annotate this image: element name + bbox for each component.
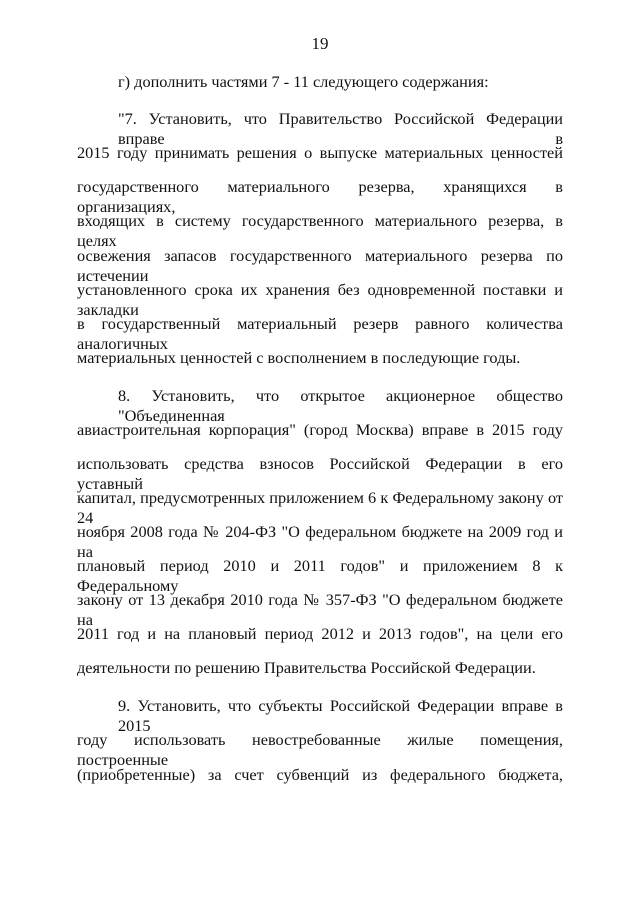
paragraph-8-line: капитал, предусмотренных приложением 6 к Федеральному закону от 24: [77, 488, 563, 527]
paragraph-9-line: (приобретенные) за счет субвенций из федерального бюджета,: [77, 765, 563, 784]
paragraph-7-line: государственного материального резерва, хранящихся в организациях,: [77, 177, 563, 216]
paragraph-g-line: г) дополнить частями 7 - 11 следующего содержания:: [118, 72, 489, 91]
paragraph-8-line: 8. Установить, что открытое акционерное общество "Объединенная: [118, 386, 563, 425]
page-number: 19: [311, 34, 329, 53]
paragraph-8-line: 2011 год и на плановый период 2012 и 2013 годов", на цели его: [77, 624, 563, 643]
paragraph-7-line: входящих в систему государственного материального резерва, в целях: [77, 211, 563, 250]
paragraph-8-line: авиастроительная корпорация" (город Москва) вправе в 2015 году: [77, 420, 563, 439]
paragraph-7-line: освежения запасов государственного материального резерва по истечении: [77, 246, 563, 285]
paragraph-9-line: году использовать невостребованные жилые помещения, построенные: [77, 730, 563, 769]
paragraph-9-line: 9. Установить, что субъекты Российской Федерации вправе в 2015: [118, 696, 563, 735]
paragraph-7-line: материальных ценностей с восполнением в последующие годы.: [77, 348, 521, 367]
paragraph-7-line: 2015 году принимать решения о выпуске материальных ценностей: [77, 143, 563, 162]
paragraph-7-line: установленного срока их хранения без одновременной поставки и закладки: [77, 280, 563, 319]
paragraph-8-line: плановый период 2010 и 2011 годов" и приложением 8 к Федеральному: [77, 556, 563, 595]
paragraph-8-line: использовать средства взносов Российской Федерации в его уставный: [77, 454, 563, 493]
paragraph-8-line: деятельности по решению Правительства Российской Федерации.: [77, 658, 536, 677]
paragraph-7-line: "7. Установить, что Правительство Российской Федерации вправе в: [118, 109, 563, 148]
paragraph-8-line: закону от 13 декабря 2010 года № 357-ФЗ "О федеральном бюджете на: [77, 590, 563, 629]
paragraph-7-line: в государственный материальный резерв равного количества аналогичных: [77, 314, 563, 353]
paragraph-8-line: ноября 2008 года № 204-ФЗ "О федеральном бюджете на 2009 год и на: [77, 522, 563, 561]
